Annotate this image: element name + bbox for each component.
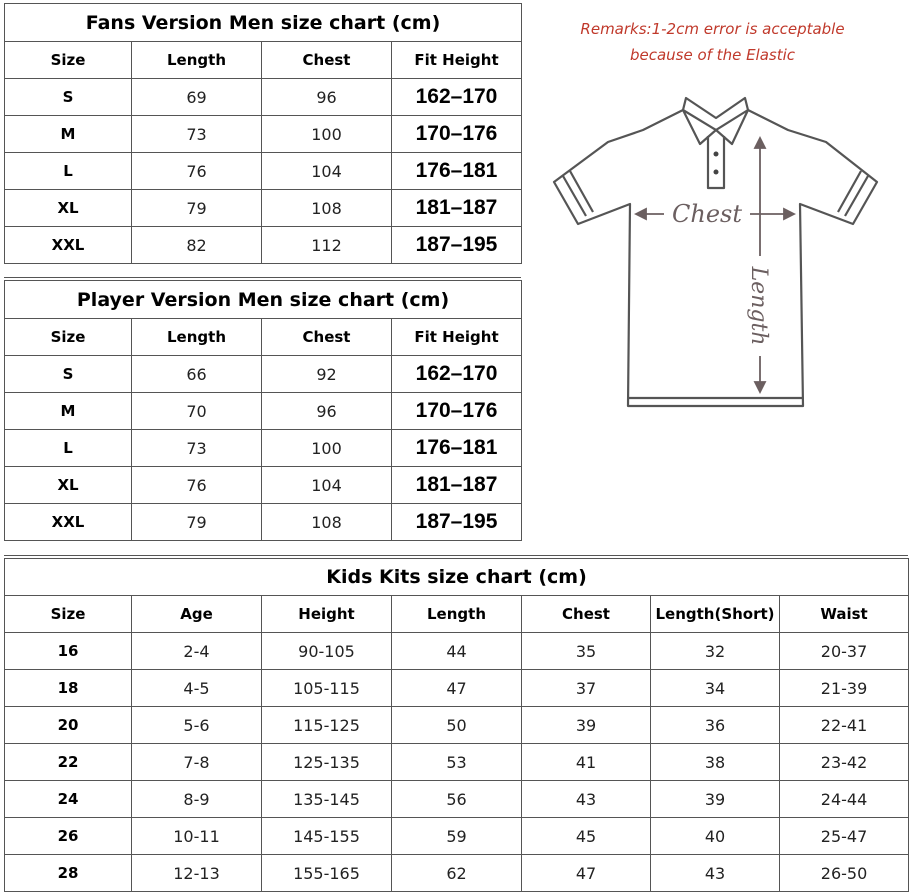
table-row	[5, 153, 522, 190]
fans-table-title: Fans Version Men size chart (cm)	[5, 4, 522, 42]
size-cell: 24	[5, 781, 132, 818]
remarks-line-2: because of the Elastic	[629, 46, 796, 64]
waist-cell: 23-42	[780, 744, 909, 781]
size-cell: 26	[5, 818, 132, 855]
length-short-cell: 32	[651, 633, 780, 670]
fit-height-cell: 162–170	[392, 79, 522, 116]
table-row	[5, 190, 522, 227]
length-cell: 66	[132, 356, 262, 393]
length-cell: 62	[392, 855, 522, 892]
player-header-chest: Chest	[262, 319, 392, 356]
length-cell: 70	[132, 393, 262, 430]
kids-size-table	[4, 558, 909, 892]
length-cell: 69	[132, 79, 262, 116]
height-cell: 105-115	[262, 670, 392, 707]
age-cell: 8-9	[132, 781, 262, 818]
chest-cell: 35	[522, 633, 651, 670]
table-row	[5, 707, 909, 744]
fans-header-length: Length	[132, 42, 262, 79]
kids-header-length-short: Length(Short)	[651, 596, 780, 633]
left-sleeve-cuff	[563, 171, 593, 216]
fit-height-cell: 181–187	[392, 467, 522, 504]
kids-header-waist: Waist	[780, 596, 909, 633]
length-short-cell: 39	[651, 781, 780, 818]
height-cell: 145-155	[262, 818, 392, 855]
length-short-cell: 38	[651, 744, 780, 781]
table-row	[5, 818, 909, 855]
length-cell: 44	[392, 633, 522, 670]
age-cell: 4-5	[132, 670, 262, 707]
kids-header-length: Length	[392, 596, 522, 633]
chest-cell: 108	[262, 190, 392, 227]
size-cell: L	[5, 153, 132, 190]
height-cell: 125-135	[262, 744, 392, 781]
kids-header-chest: Chest	[522, 596, 651, 633]
size-cell: 20	[5, 707, 132, 744]
fans-header-size: Size	[5, 42, 132, 79]
polo-shirt-diagram	[548, 96, 883, 418]
waist-cell: 21-39	[780, 670, 909, 707]
size-cell: M	[5, 393, 132, 430]
table-row	[5, 670, 909, 707]
length-cell: 56	[392, 781, 522, 818]
chest-cell: 104	[262, 467, 392, 504]
chest-cell: 96	[262, 79, 392, 116]
size-cell: L	[5, 430, 132, 467]
chest-cell: 41	[522, 744, 651, 781]
age-cell: 7-8	[132, 744, 262, 781]
age-cell: 2-4	[132, 633, 262, 670]
chest-cell: 45	[522, 818, 651, 855]
waist-cell: 24-44	[780, 781, 909, 818]
fit-height-cell: 170–176	[392, 116, 522, 153]
height-cell: 135-145	[262, 781, 392, 818]
length-cell: 50	[392, 707, 522, 744]
size-cell: XL	[5, 190, 132, 227]
size-cell: 16	[5, 633, 132, 670]
fit-height-cell: 176–181	[392, 430, 522, 467]
player-header-length: Length	[132, 319, 262, 356]
chest-cell: 37	[522, 670, 651, 707]
fit-height-cell: 187–195	[392, 504, 522, 541]
table-row	[5, 633, 909, 670]
waist-cell: 26-50	[780, 855, 909, 892]
size-cell: 18	[5, 670, 132, 707]
kids-header-age: Age	[132, 596, 262, 633]
fans-size-table	[4, 3, 522, 264]
table-row	[5, 116, 522, 153]
table-row	[5, 744, 909, 781]
chest-cell: 43	[522, 781, 651, 818]
length-cell: 82	[132, 227, 262, 264]
height-cell: 155-165	[262, 855, 392, 892]
chest-cell: 47	[522, 855, 651, 892]
length-cell: 47	[392, 670, 522, 707]
waist-cell: 22-41	[780, 707, 909, 744]
length-short-cell: 43	[651, 855, 780, 892]
shirt-button	[714, 170, 719, 175]
length-cell: 59	[392, 818, 522, 855]
kids-header-height: Height	[262, 596, 392, 633]
chest-cell: 96	[262, 393, 392, 430]
table-row	[5, 356, 522, 393]
fans-header-chest: Chest	[262, 42, 392, 79]
waist-cell: 25-47	[780, 818, 909, 855]
shirt-button	[714, 152, 719, 157]
length-label: Length	[746, 266, 771, 346]
remarks-line-1: Remarks:1-2cm error is acceptable	[580, 20, 845, 38]
size-cell: M	[5, 116, 132, 153]
height-cell: 90-105	[262, 633, 392, 670]
kids-table-title: Kids Kits size chart (cm)	[5, 559, 909, 596]
player-header-size: Size	[5, 319, 132, 356]
length-cell: 73	[132, 116, 262, 153]
size-cell: XXL	[5, 227, 132, 264]
fit-height-cell: 162–170	[392, 356, 522, 393]
size-cell: S	[5, 356, 132, 393]
chest-cell: 112	[262, 227, 392, 264]
table-row	[5, 430, 522, 467]
age-cell: 10-11	[132, 818, 262, 855]
length-cell: 53	[392, 744, 522, 781]
chest-label: Chest	[672, 200, 742, 228]
player-table-title: Player Version Men size chart (cm)	[5, 281, 522, 319]
kids-header-size: Size	[5, 596, 132, 633]
table-row	[5, 79, 522, 116]
table-row	[5, 393, 522, 430]
shirt-collar	[683, 98, 748, 130]
length-short-cell: 40	[651, 818, 780, 855]
age-cell: 5-6	[132, 707, 262, 744]
fit-height-cell: 176–181	[392, 153, 522, 190]
size-cell: 22	[5, 744, 132, 781]
fans-header-fit-height: Fit Height	[392, 42, 522, 79]
length-short-cell: 36	[651, 707, 780, 744]
fit-height-cell: 181–187	[392, 190, 522, 227]
age-cell: 12-13	[132, 855, 262, 892]
chest-cell: 100	[262, 430, 392, 467]
divider	[4, 277, 521, 278]
size-cell: XL	[5, 467, 132, 504]
table-row	[5, 504, 522, 541]
size-cell: XXL	[5, 504, 132, 541]
fit-height-cell: 187–195	[392, 227, 522, 264]
remarks-note	[540, 16, 885, 68]
player-header-fit-height: Fit Height	[392, 319, 522, 356]
player-size-table	[4, 280, 522, 541]
length-short-cell: 34	[651, 670, 780, 707]
height-cell: 115-125	[262, 707, 392, 744]
chest-cell: 39	[522, 707, 651, 744]
length-cell: 79	[132, 504, 262, 541]
table-row	[5, 781, 909, 818]
waist-cell: 20-37	[780, 633, 909, 670]
length-cell: 76	[132, 153, 262, 190]
size-cell: 28	[5, 855, 132, 892]
table-row	[5, 227, 522, 264]
chest-cell: 108	[262, 504, 392, 541]
fit-height-cell: 170–176	[392, 393, 522, 430]
right-sleeve-cuff	[838, 171, 868, 216]
table-row	[5, 855, 909, 892]
length-cell: 79	[132, 190, 262, 227]
shirt-placket	[708, 136, 724, 188]
size-cell: S	[5, 79, 132, 116]
length-cell: 73	[132, 430, 262, 467]
chest-cell: 104	[262, 153, 392, 190]
divider	[4, 555, 908, 556]
chest-cell: 100	[262, 116, 392, 153]
length-cell: 76	[132, 467, 262, 504]
table-row	[5, 467, 522, 504]
chest-cell: 92	[262, 356, 392, 393]
